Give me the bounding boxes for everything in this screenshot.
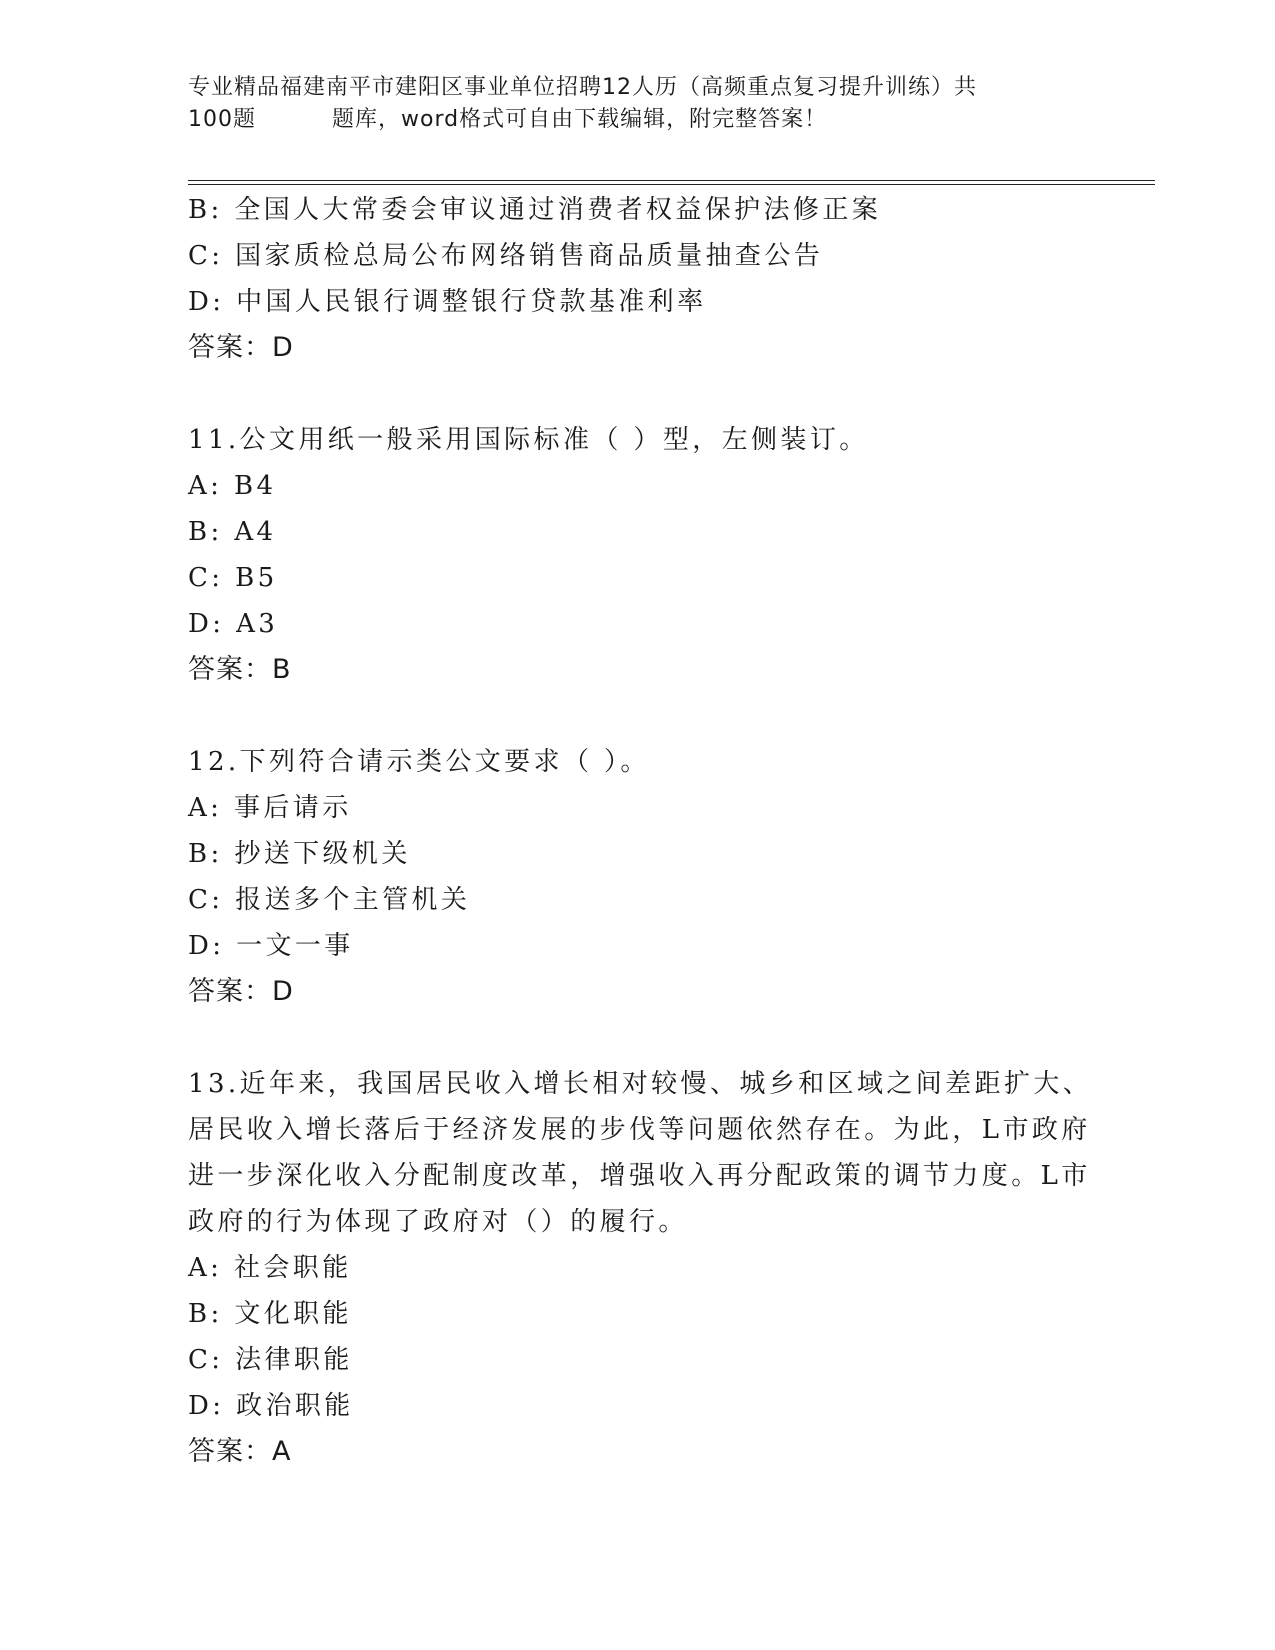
header-divider-bottom	[188, 184, 1155, 185]
option-c: C: 报送多个主管机关	[188, 885, 471, 915]
option-a: A: 事后请示	[188, 793, 352, 823]
option-b: B: 文化职能	[188, 1299, 352, 1329]
question-13	[188, 1061, 1093, 1475]
question-stem: 11.公文用纸一般采用国际标准（ ）型，左侧装订。	[188, 425, 869, 455]
header-title-count: 100题	[188, 107, 256, 132]
header-title-line1: 专业精品福建南平市建阳区事业单位招聘12人历（高频重点复习提升训练）共	[188, 75, 977, 100]
question-10	[188, 187, 1088, 371]
question-stem-line-1: 13.近年来，我国居民收入增长相对较慢、城乡和区域之间差距扩大、	[188, 1069, 1093, 1099]
option-c: C: 法律职能	[188, 1345, 353, 1375]
header-divider-top	[188, 180, 1155, 181]
option-a: A: 社会职能	[188, 1253, 352, 1283]
question-11	[188, 417, 1088, 693]
question-content	[188, 187, 1093, 1475]
question-12	[188, 739, 1088, 1015]
option-c: C: 国家质检总局公布网络销售商品质量抽查公告	[188, 241, 824, 271]
answer: 答案：D	[188, 332, 294, 363]
option-d: D: 政治职能	[188, 1391, 354, 1421]
answer: 答案：A	[188, 1436, 292, 1467]
option-d: D: 中国人民银行调整银行贷款基准利率	[188, 287, 707, 317]
header-title-line2	[188, 104, 1108, 136]
answer: 答案：B	[188, 654, 292, 685]
answer: 答案：D	[188, 976, 294, 1007]
option-d: D: A3	[188, 609, 279, 639]
question-stem: 12.下列符合请示类公文要求（ ）。	[188, 747, 650, 777]
question-stem-line-4: 政府的行为体现了政府对（）的履行。	[188, 1207, 688, 1237]
option-b: B: 全国人大常委会审议通过消费者权益保护法修正案	[188, 195, 882, 225]
question-stem-line-3: 进一步深化收入分配制度改革，增强收入再分配政策的调节力度。L市	[188, 1161, 1091, 1191]
question-stem-line-2: 居民收入增长落后于经济发展的步伐等问题依然存在。为此，L市政府	[188, 1115, 1091, 1145]
option-d: D: 一文一事	[188, 931, 354, 961]
document-header	[188, 72, 1108, 136]
header-title-suffix: 题库，word格式可自由下载编辑，附完整答案！	[332, 107, 828, 132]
option-a: A: B4	[188, 471, 277, 501]
option-c: C: B5	[188, 563, 278, 593]
option-b: B: A4	[188, 517, 277, 547]
option-b: B: 抄送下级机关	[188, 839, 411, 869]
